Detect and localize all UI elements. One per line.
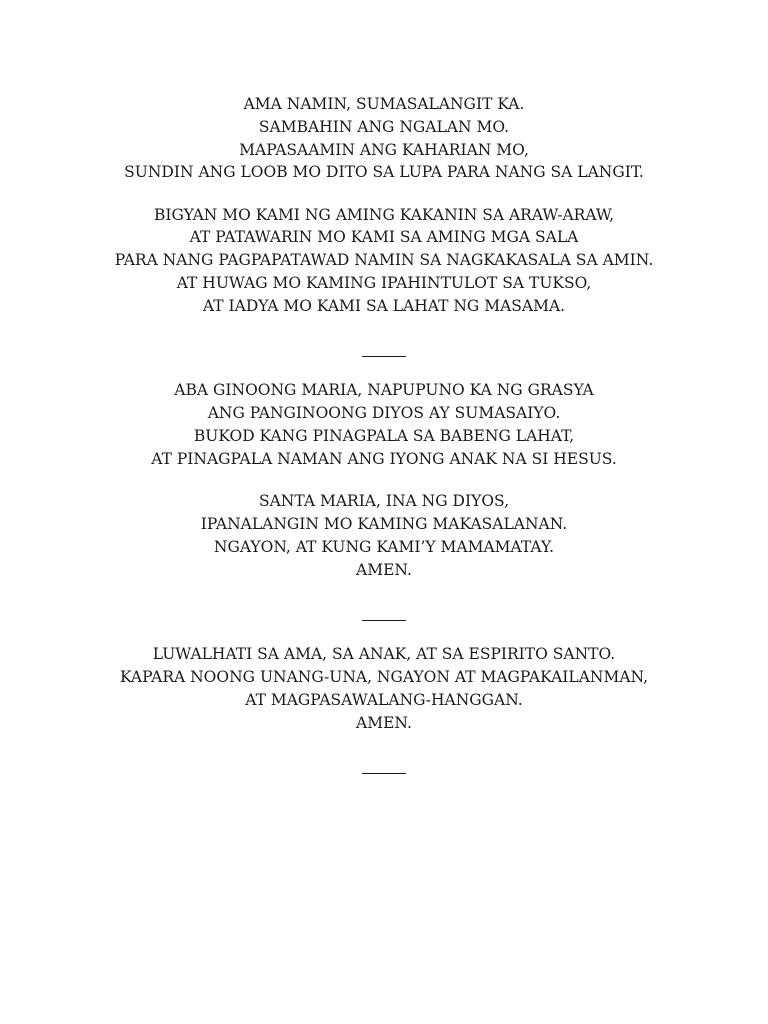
verse-line: BUKOD KANG PINAGPALA SA BABENG LAHAT, xyxy=(193,427,575,446)
verse-line: NGAYON, AT KUNG KAMI’Y MAMAMATAY. xyxy=(213,537,555,556)
verse-line: AMA NAMIN, SUMASALANGIT KA. xyxy=(243,95,525,113)
divider-rule xyxy=(362,356,406,357)
verse-line: AT PATAWARIN MO KAMI SA AMING MGA SALA xyxy=(189,228,579,247)
stanza xyxy=(0,490,768,581)
prayer-aba-ginoong-maria xyxy=(0,379,768,581)
verse-line: LUWALHATI SA AMA, SA ANAK, AT SA ESPIRITO SANTO. xyxy=(152,645,616,664)
prayer-ama-namin xyxy=(0,93,768,318)
verse-line: AMEN. xyxy=(356,560,412,579)
verse-line: ABA GINOONG MARIA, NAPUPUNO KA NG GRASYA xyxy=(174,381,594,400)
stanza xyxy=(0,204,768,318)
section-divider xyxy=(0,754,768,777)
section-divider xyxy=(0,601,768,624)
verse-line: PARA NANG PAGPAPATAWAD NAMIN SA NAGKAKASALA SA AMIN. xyxy=(114,251,654,270)
divider-rule xyxy=(362,620,406,621)
verse-line: SANTA MARIA, INA NG DIYOS, xyxy=(258,492,510,511)
verse-line: AMEN. xyxy=(356,713,412,732)
verse-line: BIGYAN MO KAMI NG AMING KAKANIN SA ARAW-ARAW, xyxy=(153,205,615,224)
verse-line: ANG PANGINOONG DIYOS AY SUMASAIYO. xyxy=(207,404,561,423)
verse-line: SUNDIN ANG LOOB MO DITO SA LUPA PARA NANG SA LANGIT. xyxy=(124,163,644,182)
verse-line: AT HUWAG MO KAMING IPAHINTULOT SA TUKSO, xyxy=(176,274,592,293)
prayer-luwalhati xyxy=(0,643,768,734)
verse-line: KAPARA NOONG UNANG-UNA, NGAYON AT MAGPAKAILANMAN, xyxy=(119,667,649,686)
stanza xyxy=(0,379,768,470)
prayer-text xyxy=(0,93,768,777)
stanza xyxy=(0,93,768,184)
verse-line: AT IADYA MO KAMI SA LAHAT NG MASAMA. xyxy=(202,296,566,315)
verse-line: AT MAGPASAWALANG-HANGGAN. xyxy=(245,690,523,709)
stanza xyxy=(0,643,768,734)
verse-line: AT PINAGPALA NAMAN ANG IYONG ANAK NA SI HESUS. xyxy=(151,449,617,468)
section-divider xyxy=(0,337,768,360)
verse-line: SAMBAHIN ANG NGALAN MO. xyxy=(258,117,510,136)
verse-line: IPANALANGIN MO KAMING MAKASALANAN. xyxy=(200,514,568,533)
verse-line: MAPASAAMIN ANG KAHARIAN MO, xyxy=(239,140,529,159)
divider-rule xyxy=(362,773,406,774)
